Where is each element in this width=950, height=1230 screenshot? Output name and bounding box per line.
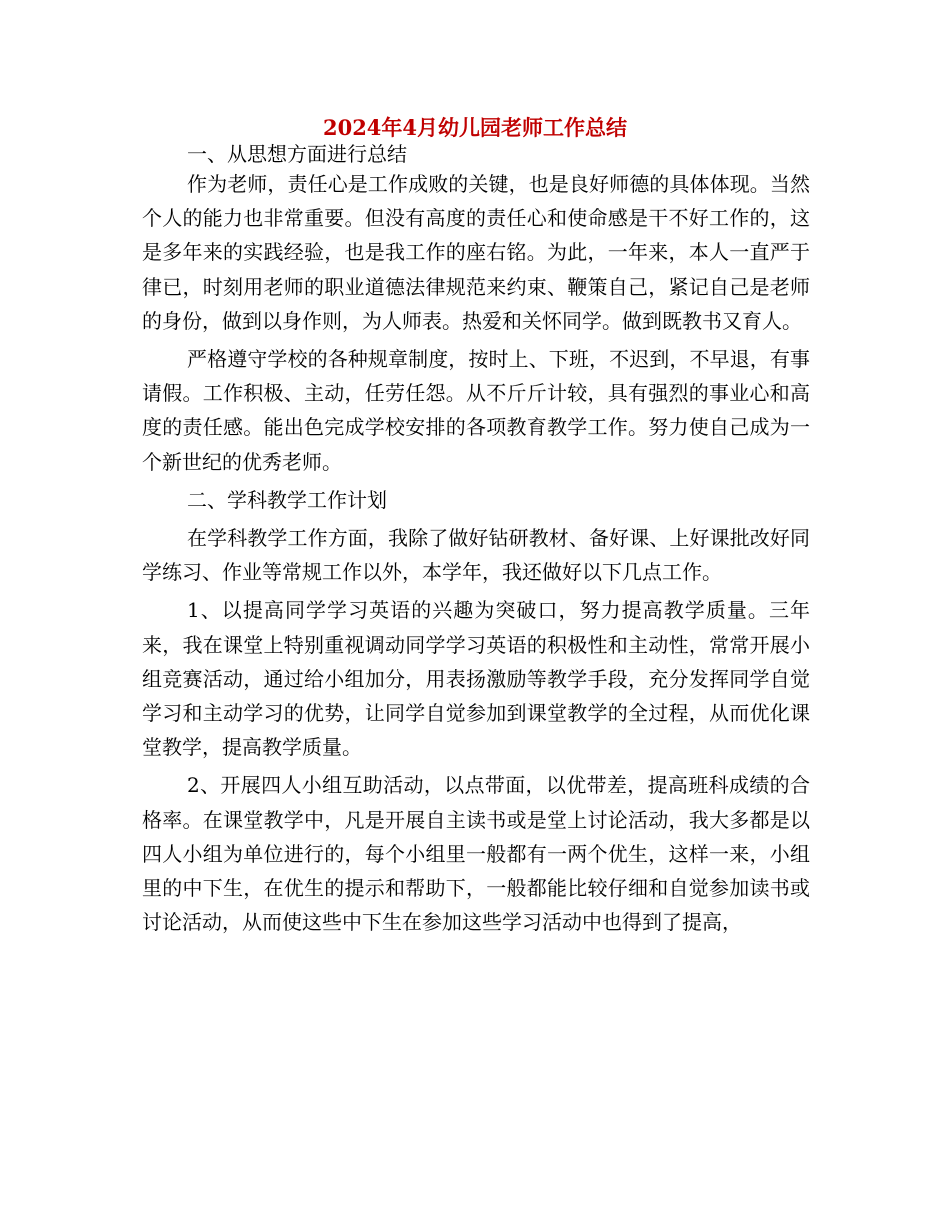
paragraph-5: 2、开展四人小组互助活动，以点带面，以优带差，提高班科成绩的合格率。在课堂教学中，凡是开展自主读书或是堂上讨论活动，我大多都是以四人小组为单位进行的，每个小组里一般都有一两个优生，这样一来，小组里的中下生，在优生的提示和帮助下，一般都能比较仔细和自觉参加读书或讨论活动，从而使这些中下生在参加这些学习活动中也得到了提高， <box>142 773 810 935</box>
section-heading-1: 一、从思想方面进行总结 <box>187 142 407 166</box>
paragraph-3: 在学科教学工作方面，我除了做好钻研教材、备好课、上好课批改好同学练习、作业等常规工作以外，本学年，我还做好以下几点工作。 <box>142 526 810 585</box>
document-title: 2024年4月幼儿园老师工作总结 <box>322 115 628 140</box>
paragraph-4: 1、以提高同学学习英语的兴趣为突破口，努力提高教学质量。三年来，我在课堂上特别重视调动同学学习英语的积极性和主动性，常常开展小组竞赛活动，通过给小组加分，用表扬激励等教学手段，充分发挥同学自觉学习和主动学习的优势，让同学自觉参加到课堂教学的全过程，从而优化课堂教学，提高教学质量。 <box>142 598 810 760</box>
section-heading-2: 二、学科教学工作计划 <box>187 487 387 512</box>
document-body <box>142 141 810 939</box>
paragraph-2: 严格遵守学校的各种规章制度，按时上、下班，不迟到，不早退，有事请假。工作积极、主动，任劳任怨。从不斤斤计较，具有强烈的事业心和高度的责任感。能出色完成学校安排的各项教育教学工作。努力使自己成为一个新世纪的优秀老师。 <box>142 347 810 474</box>
paragraph-1: 作为老师，责任心是工作成败的关键，也是良好师德的具体体现。当然个人的能力也非常重要。但没有高度的责任心和使命感是干不好工作的，这是多年来的实践经验，也是我工作的座右铭。为此，一年来，本人一直严于律已，时刻用老师的职业道德法律规范来约束、鞭策自己，紧记自己是老师的身份，做到以身作则，为人师表。热爱和关怀同学。做到既教书又育人。 <box>142 172 810 333</box>
